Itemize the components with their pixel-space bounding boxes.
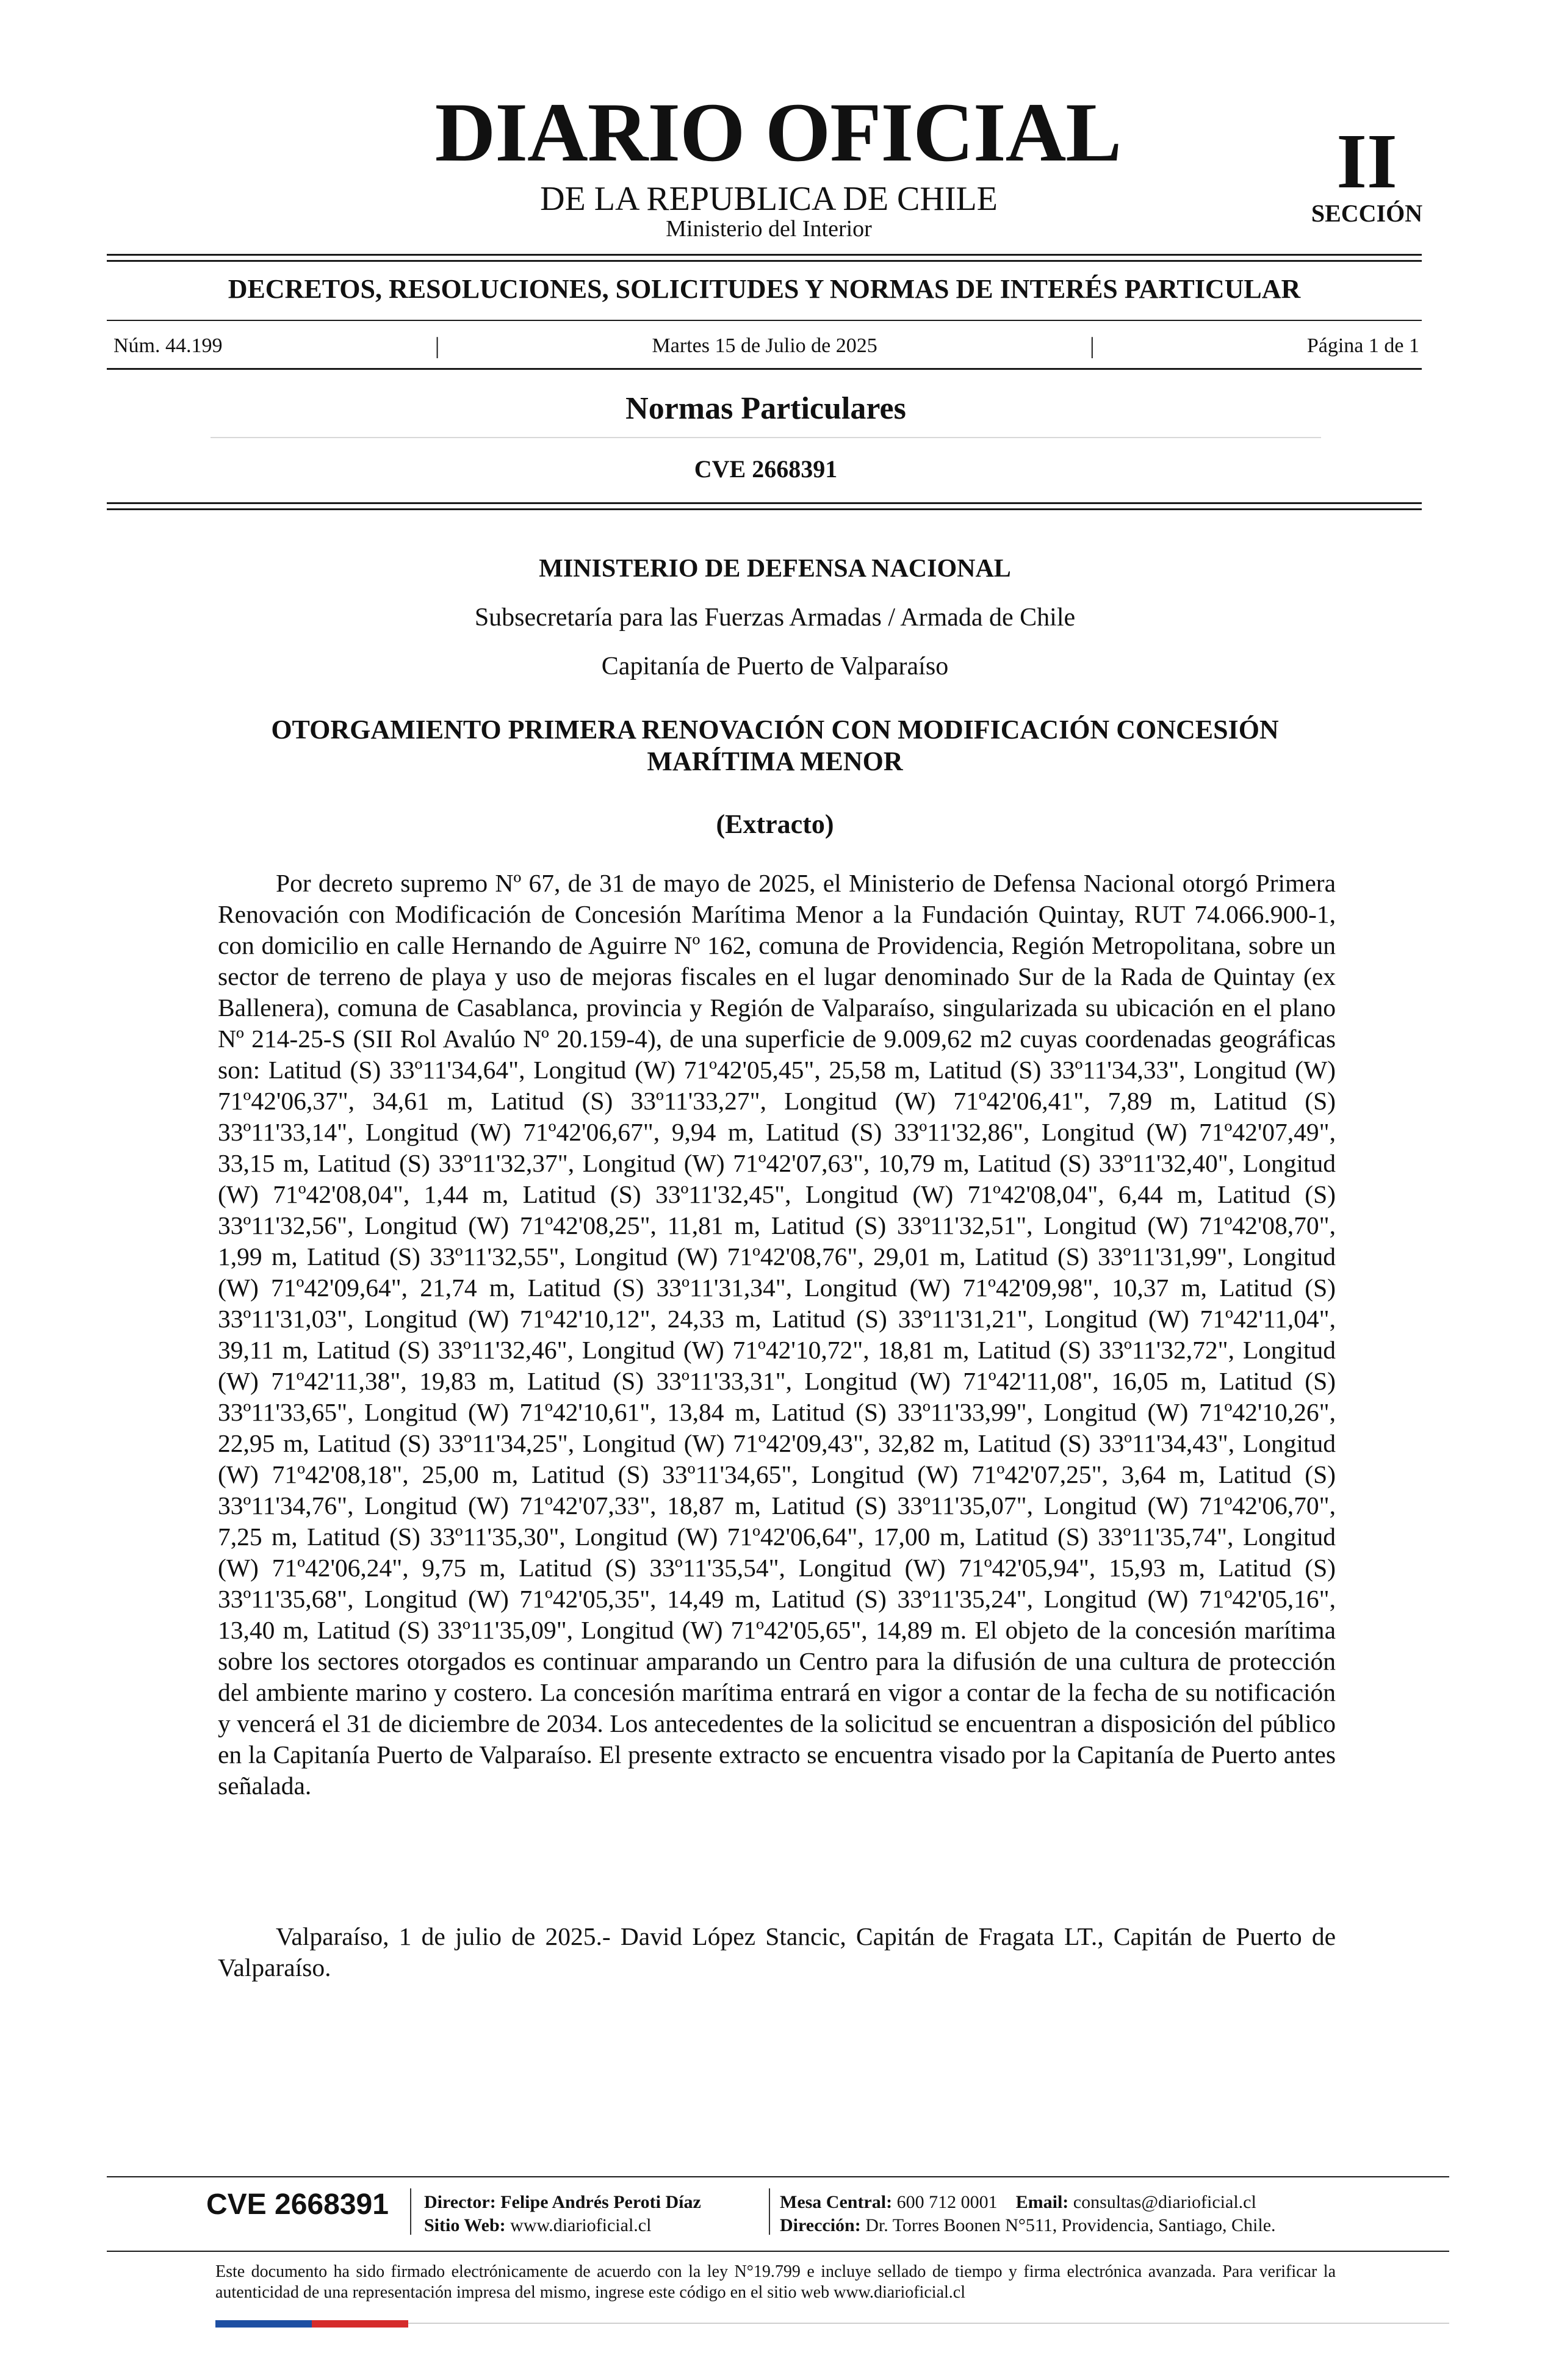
document-body: Por decreto supremo Nº 67, de 31 de mayo de 2025, el Ministerio de Defensa Nacional otorgó Primera Renovación con Modificación de Concesión Marítima Menor a la Fundación Quintay, RUT 74.066.900-1, con domicilio en calle Hernando de Aguirre Nº 162, comuna de Providencia, Región Metropolitana, sobre un sector de terreno de playa y uso de mejoras fiscales en el lugar denominado Sur de la Rada de Quintay (ex Ballenera), comuna de Casablanca, provincia y Región de Valparaíso, singularizada su ubicación en el plano Nº 214-25-S (SII Rol Avalúo Nº 20.159-4), de una superficie de 9.009,62 m2 cuyas coordenadas geográficas son: Latitud (S) 33º11'34,64", Longitud (W) 71º42'05,45", 25,58 m, Latitud (S) 33º11'34,33", Longitud (W) 71º42'06,37", 34,61 m, Latitud (S) 33º11'33,27", Longitud (W) 71º42'06,41", 7,89 m, Latitud (S) 33º11'33,14", Longitud (W) 71º42'06,67", 9,94 m, Latitud (S) 33º11'32,86", Longitud (W) 71º42'07,49", 33,15 m, Latitud (S) 33º11'32,37", Longitud (W) 71º42'07,63", 10,79 m, Latitud (S) 33º11'32,40", Longitud (W) 71º42'08,04", 1,44 m, Latitud (S) 33º11'32,45", Longitud (W) 71º42'08,04", 6,44 m, Latitud (S) 33º11'32,56", Longitud (W) 71º42'08,25", 11,81 m, Latitud (S) 33º11'32,51", Longitud (W) 71º42'08,70", 1,99 m, Latitud (S) 33º11'32,55", Longitud (W) 71º42'08,76", 29,01 m, Latitud (S) 33º11'31,99", Longitud (W) 71º42'09,64", 21,74 m, Latitud (S) 33º11'31,34", Longitud (W) 71º42'09,98", 10,37 m, Latitud (S) 33º11'31,03", Longitud (W) 71º42'10,12", 24,33 m, Latitud (S) 33º11'31,21", Longitud (W) 71º42'11,04", 39,11 m, Latitud (S) 33º11'32,46", Longitud (W) 71º42'10,72", 18,81 m, Latitud (S) 33º11'32,72", Longitud (W) 71º42'11,38", 19,83 m, Latitud (S) 33º11'33,31", Longitud (W) 71º42'11,08", 16,05 m, Latitud (S) 33º11'33,65", Longitud (W) 71º42'10,61", 13,84 m, Latitud (S) 33º11'33,99", Longitud (W) 71º42'10,26", 22,95 m, Latitud (S) 33º11'34,25", Longitud (W) 71º42'09,43", 32,82 m, Latitud (S) 33º11'34,43", Longitud (W) 71º42'08,18", 25,00 m, Latitud (S) 33º11'34,65", Longitud (W) 71º42'07,25", 3,64 m, Latitud (S) 33º11'34,76", Longitud (W) 71º42'07,33", 18,87 m, Latitud (S) 33º11'35,07", Longitud (W) 71º42'06,70", 7,25 m, Latitud (S) 33º11'35,30", Longitud (W) 71º42'06,64", 17,00 m, Latitud (S) 33º11'35,74", Longitud (W) 71º42'06,24", 9,75 m, Latitud (S) 33º11'35,54", Longitud (W) 71º42'05,94", 15,93 m, Latitud (S) 33º11'35,68", Longitud (W) 71º42'05,35", 14,49 m, Latitud (S) 33º11'35,24", Longitud (W) 71º42'05,16", 13,40 m, Latitud (S) 33º11'35,09", Longitud (W) 71º42'05,65", 14,89 m. El objeto de la concesión marítima sobre los sectores otorgados es continuar amparando un Centro para la difusión de una cultura de protección del ambiente marino y costero. La concesión marítima entrará en vigor a contar de la fecha de su notificación y vencerá el 31 de diciembre de 2034. Los antecedentes de la solicitud se encuentran a disposición del público en la Capitanía Puerto de Valparaíso. El presente extracto se encuentra visado por la Capitanía de Puerto antes señalada. xyxy=(218,869,1336,1800)
document-capitania: Capitanía de Puerto de Valparaíso xyxy=(601,652,949,680)
footer-address-value: Dr. Torres Boonen N°511, Providencia, Santiago, Chile. xyxy=(865,2215,1276,2235)
section-banner: DECRETOS, RESOLUCIONES, SOLICITUDES Y NORMAS DE INTERÉS PARTICULAR xyxy=(228,274,1301,304)
issue-separator: | xyxy=(1089,333,1095,359)
masthead-ministry: Ministerio del Interior xyxy=(666,216,872,242)
document-subsecretaria: Subsecretaría para las Fuerzas Armadas / Armada de Chile xyxy=(474,604,1076,632)
issue-date: Martes 15 de Julio de 2025 xyxy=(652,334,877,357)
flag-stripe-red xyxy=(312,2320,408,2328)
masthead-title: DIARIO OFICIAL xyxy=(434,85,1122,179)
footer-address-label: Dirección: xyxy=(780,2215,861,2235)
banner-rule xyxy=(107,320,1422,321)
footer-director-name: Felipe Andrés Peroti Díaz xyxy=(500,2192,701,2212)
footer-site-link[interactable]: www.diarioficial.cl xyxy=(510,2215,652,2235)
footer-phone-label: Mesa Central: xyxy=(780,2192,893,2212)
document-heading: OTORGAMIENTO PRIMERA RENOVACIÓN CON MODIFICACIÓN CONCESIÓN MARÍTIMA MENOR xyxy=(271,715,1279,776)
footer-director-block xyxy=(424,2191,766,2237)
footer-rule xyxy=(107,2176,1449,2177)
section-title-rule xyxy=(211,437,1321,438)
footer-director-label: Director: xyxy=(424,2192,496,2212)
issue-info-row xyxy=(113,333,1419,359)
footer-legal-note: Este documento ha sido firmado electrónicamente de acuerdo con la ley N°19.799 e incluye sellado de tiempo y firma electrónica avanzada. Para verificar la autenticidad de una representación impresa del mismo, ingrese este código en el sitio web www.diarioficial.cl xyxy=(215,2262,1336,2302)
footer-divider xyxy=(769,2188,770,2235)
footer-contact-block xyxy=(780,2191,1390,2237)
footer-cve: CVE 2668391 xyxy=(206,2188,389,2221)
document-ministry: MINISTERIO DE DEFENSA NACIONAL xyxy=(539,555,1011,583)
masthead-rule-top xyxy=(107,254,1422,256)
footer-divider xyxy=(410,2188,411,2235)
document-signature: Valparaíso, 1 de julio de 2025.- David López Stancic, Capitán de Fragata LT., Capitán de Puerto de Valparaíso. xyxy=(218,1922,1336,1982)
cve-rule-bottom xyxy=(107,508,1422,510)
section-number: II xyxy=(1336,118,1397,204)
section-title: Normas Particulares xyxy=(625,391,906,426)
masthead-subtitle: DE LA REPUBLICA DE CHILE xyxy=(540,180,998,218)
flag-stripe-blue xyxy=(215,2320,312,2328)
footer-site-label: Sitio Web: xyxy=(424,2215,506,2235)
footer-note-rule xyxy=(107,2251,1449,2252)
footer-bottom-rule xyxy=(408,2323,1449,2324)
issue-separator: | xyxy=(434,333,440,359)
issue-number: Núm. 44.199 xyxy=(113,334,223,357)
footer-email-link[interactable]: consultas@diarioficial.cl xyxy=(1073,2192,1256,2212)
issue-page: Página 1 de 1 xyxy=(1306,334,1419,357)
section-label: SECCIÓN xyxy=(1311,200,1423,227)
document-extracto-label: (Extracto) xyxy=(716,809,834,839)
footer-email-label: Email: xyxy=(1015,2192,1069,2212)
footer-phone-value: 600 712 0001 xyxy=(896,2192,998,2212)
cve-code: CVE 2668391 xyxy=(694,455,838,483)
masthead-rule-bottom xyxy=(107,260,1422,262)
issue-rule xyxy=(107,368,1422,370)
cve-rule-top xyxy=(107,502,1422,504)
